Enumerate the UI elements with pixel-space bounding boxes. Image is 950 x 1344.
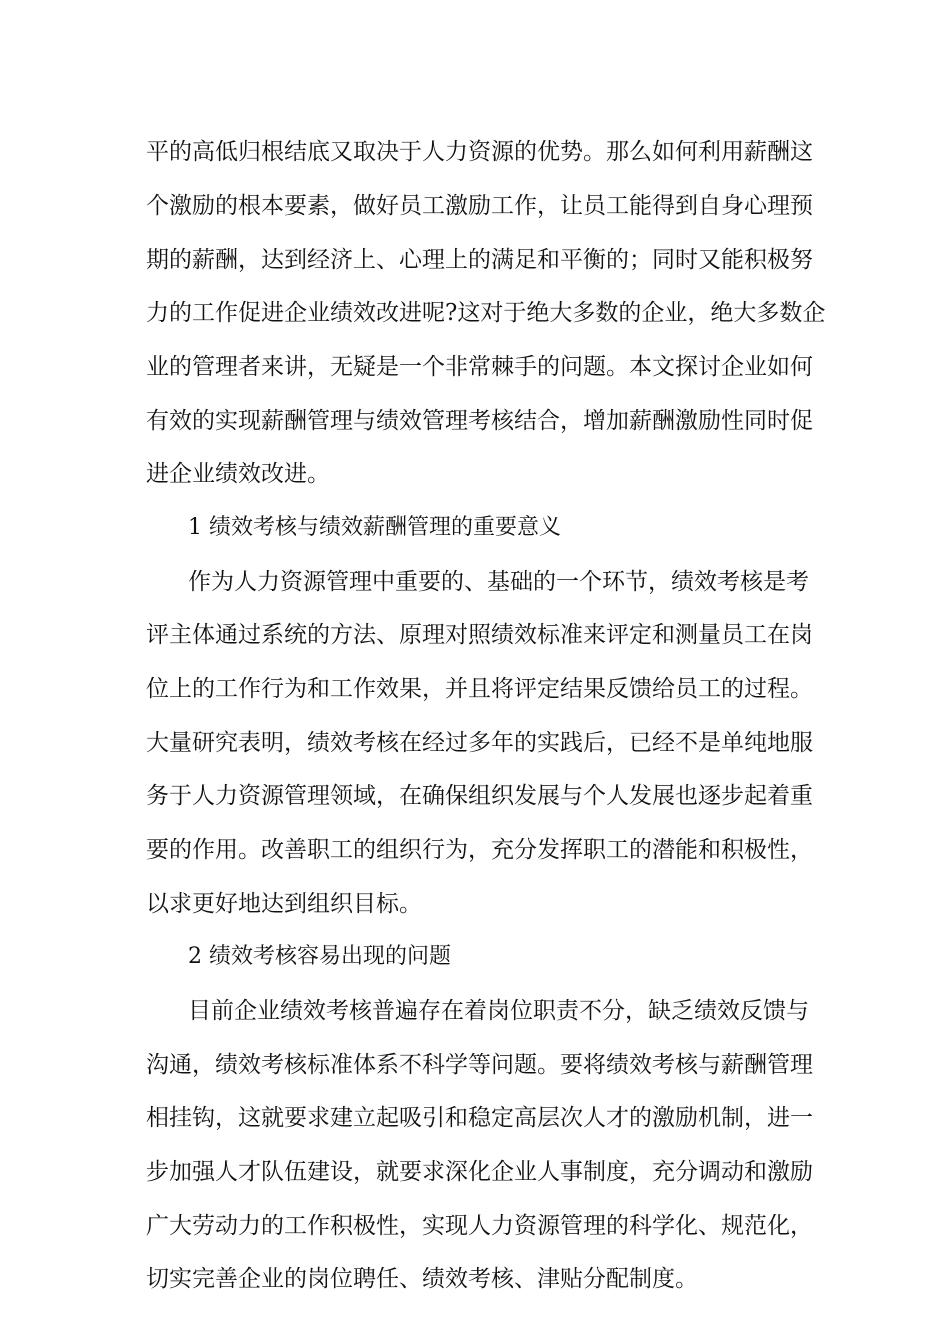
intro-line-4: 力的工作促进企业绩效改进呢?这对于绝大多数的企业，绝大多数企 [146, 300, 826, 326]
section-1-line-5: 务于人力资源管理领域，在确保组织发展与个人发展也逐步起着重 [146, 783, 813, 809]
intro-line-3: 期的薪酬，达到经济上、心理上的满足和平衡的；同时又能积极努 [146, 247, 813, 273]
section-2-line-4: 步加强人才队伍建设，就要求深化企业人事制度，充分调动和激励 [146, 1159, 813, 1185]
section-1-line-2: 评主体通过系统的方法、原理对照绩效标准来评定和测量员工在岗 [146, 622, 813, 648]
intro-line-7: 进企业绩效改进。 [146, 461, 330, 487]
section-1-line-7: 以求更好地达到组织目标。 [146, 891, 422, 917]
section-2-line-5: 广大劳动力的工作积极性，实现人力资源管理的科学化、规范化， [146, 1213, 813, 1239]
section-2-line-6: 切实完善企业的岗位聘任、绩效考核、津贴分配制度。 [146, 1266, 698, 1292]
intro-line-6: 有效的实现薪酬管理与绩效管理考核结合，增加薪酬激励性同时促 [146, 408, 813, 434]
section-2-heading: 2 绩效考核容易出现的问题 [188, 944, 451, 969]
intro-line-1: 平的高低归根结底又取决于人力资源的优势。那么如何利用薪酬这 [146, 139, 813, 165]
intro-line-5: 业的管理者来讲，无疑是一个非常棘手的问题。本文探讨企业如何 [146, 354, 813, 380]
section-1-line-1: 作为人力资源管理中重要的、基础的一个环节，绩效考核是考 [188, 569, 809, 595]
section-2-line-1: 目前企业绩效考核普遍存在着岗位职责不分，缺乏绩效反馈与 [188, 998, 809, 1024]
section-1-line-6: 要的作用。改善职工的组织行为，充分发挥职工的潜能和积极性， [146, 837, 813, 863]
section-2-line-3: 相挂钩，这就要求建立起吸引和稳定高层次人才的激励机制，进一 [146, 1105, 813, 1131]
section-1-heading: 1 绩效考核与绩效薪酬管理的重要意义 [188, 515, 561, 540]
section-2-line-2: 沟通，绩效考核标准体系不科学等问题。要将绩效考核与薪酬管理 [146, 1052, 813, 1078]
section-1-line-4: 大量研究表明，绩效考核在经过多年的实践后，已经不是单纯地服 [146, 730, 813, 756]
section-1-line-3: 位上的工作行为和工作效果，并且将评定结果反馈给员工的过程。 [146, 676, 813, 702]
intro-line-2: 个激励的根本要素，做好员工激励工作，让员工能得到自身心理预 [146, 193, 813, 219]
